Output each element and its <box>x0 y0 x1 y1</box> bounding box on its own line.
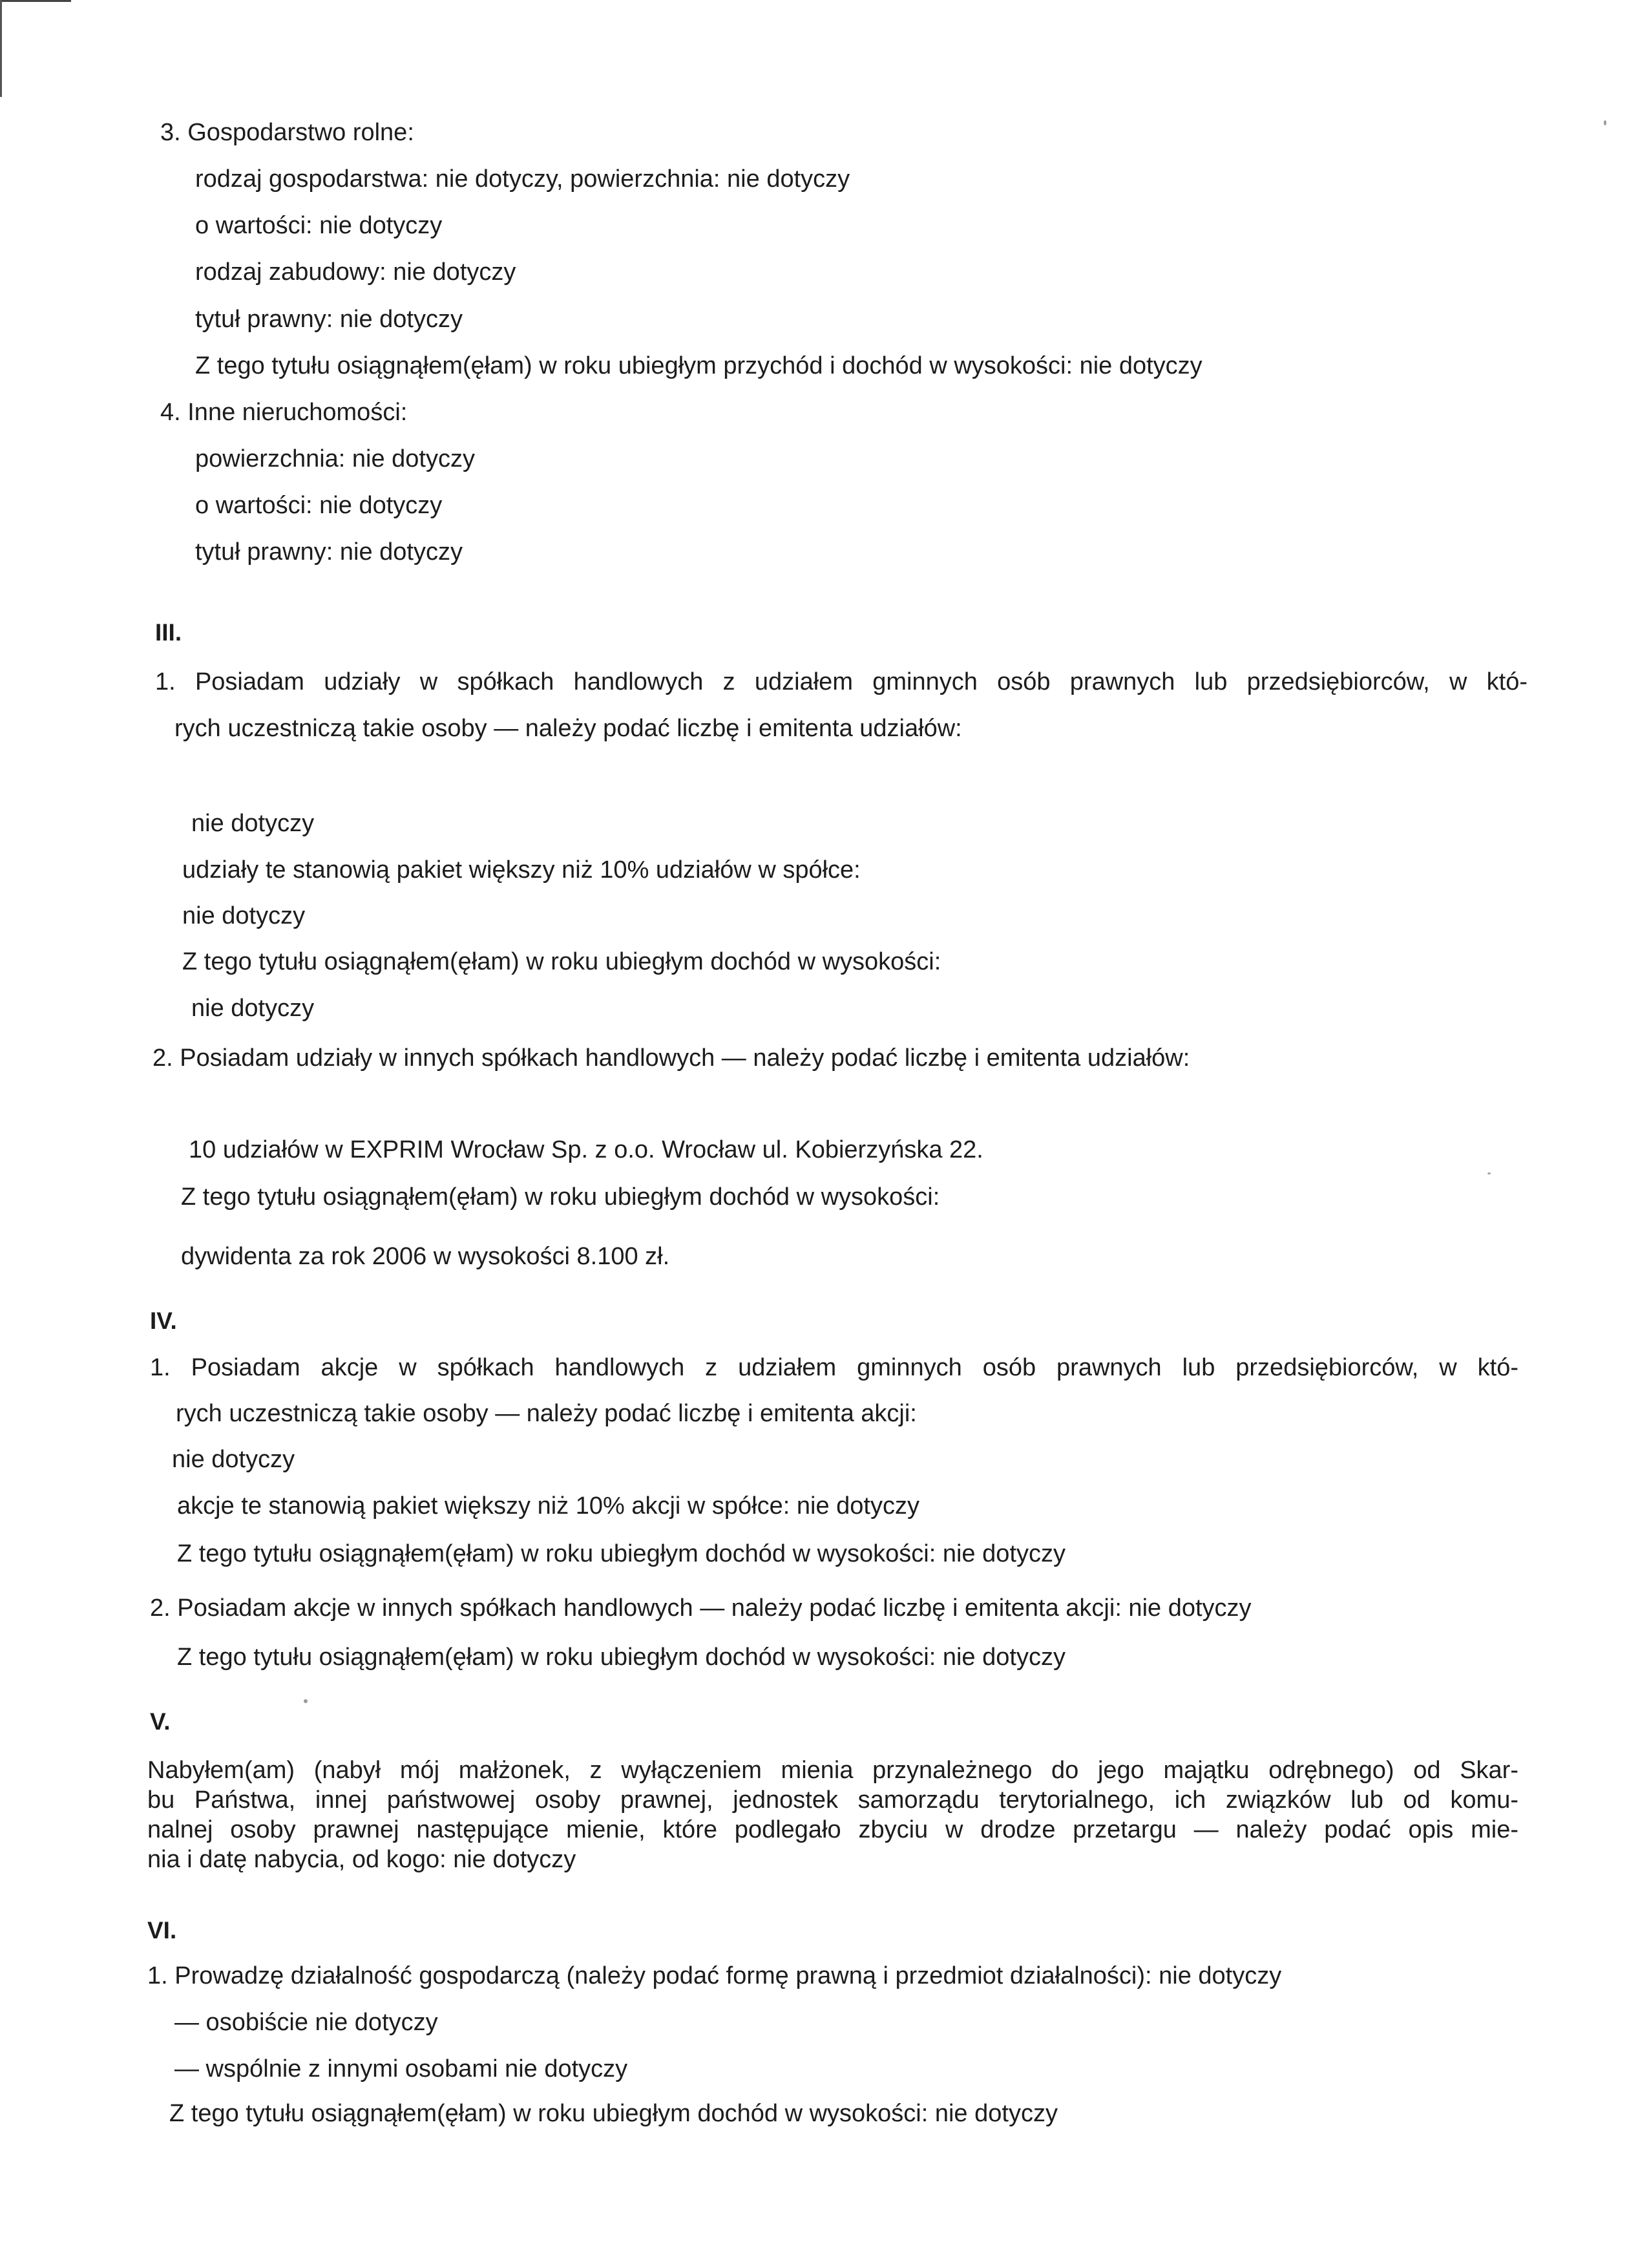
farm-buildings-line: rodzaj zabudowy: nie dotyczy <box>195 259 516 286</box>
business-income-line: Z tego tytułu osiągnąłem(ęłam) w roku ubiegłym dochód w wysokości: nie dotyczy <box>169 2100 1058 2127</box>
shares-municipal-income-line: Z tego tytułu osiągnąłem(ęłam) w roku ubiegłym dochód w wysokości: <box>182 948 941 975</box>
shares-other-line: 2. Posiadam udziały w innych spółkach handlowych — należy podać liczbę i emitenta udziałów: <box>152 1044 1190 1072</box>
scan-speck <box>1487 1172 1491 1174</box>
farm-value-line: o wartości: nie dotyczy <box>195 212 443 239</box>
stocks-other-income-line: Z tego tytułu osiągnąłem(ęłam) w roku ubiegłym dochód w wysokości: nie dotyczy <box>177 1644 1066 1671</box>
acquired-property-line-4: nia i datę nabycia, od kogo: nie dotyczy <box>147 1846 576 1873</box>
stocks-municipal-line-1: 1. Posiadam akcje w spółkach handlowych z udziałem gminnych osób prawnych lub przedsiębiorców, w któ- <box>150 1354 1518 1381</box>
shares-package-answer: nie dotyczy <box>182 902 306 929</box>
shares-other-income-line: Z tego tytułu osiągnąłem(ęłam) w roku ubiegłym dochód w wysokości: <box>181 1183 940 1211</box>
stocks-municipal-income-line: Z tego tytułu osiągnąłem(ęłam) w roku ubiegłym dochód w wysokości: nie dotyczy <box>177 1540 1066 1567</box>
other-property-title: 4. Inne nieruchomości: <box>160 399 408 426</box>
scan-speck <box>1604 120 1606 125</box>
section-6-heading: VI. <box>147 1917 177 1944</box>
scan-edge-top <box>0 0 71 2</box>
farm-title-line: tytuł prawny: nie dotyczy <box>195 306 463 333</box>
acquired-property-paragraph <box>147 1755 1518 1874</box>
other-property-title-line: tytuł prawny: nie dotyczy <box>195 538 463 566</box>
shares-municipal-line-2: rych uczestniczą takie osoby — należy podać liczbę i emitenta udziałów: <box>174 715 962 742</box>
stocks-municipal-line-2: rych uczestniczą takie osoby — należy podać liczbę i emitenta akcji: <box>176 1400 917 1427</box>
stocks-municipal-paragraph <box>150 1353 1518 1383</box>
stocks-other-line: 2. Posiadam akcje w innych spółkach handlowych — należy podać liczbę i emitenta akcji: nie dotyczy <box>150 1595 1252 1622</box>
acquired-property-line-1: Nabyłem(am) (nabył mój małżonek, z wyłączeniem mienia przynależnego do jego majątku odrębnego) od Skar- <box>147 1757 1518 1784</box>
shares-municipal-answer: nie dotyczy <box>191 810 315 837</box>
shares-other-answer: 10 udziałów w EXPRIM Wrocław Sp. z o.o. Wrocław ul. Kobierzyńska 22. <box>189 1136 983 1163</box>
section-3-heading: III. <box>155 619 182 646</box>
stocks-municipal-answer: nie dotyczy <box>172 1446 295 1473</box>
other-property-area-line: powierzchnia: nie dotyczy <box>195 445 475 472</box>
stocks-package-line: akcje te stanowią pakiet większy niż 10% akcji w spółce: nie dotyczy <box>177 1492 919 1520</box>
business-joint-line: — wspólnie z innymi osobami nie dotyczy <box>174 2055 628 2083</box>
scan-edge-left <box>0 0 2 97</box>
section-4-heading: IV. <box>150 1308 177 1334</box>
section-5-heading: V. <box>150 1708 171 1735</box>
shares-municipal-income-answer: nie dotyczy <box>191 995 315 1022</box>
shares-municipal-line-1: 1. Posiadam udziały w spółkach handlowych z udziałem gminnych osób prawnych lub przedsiębiorców, w któ- <box>155 668 1528 695</box>
acquired-property-line-3: nalnej osoby prawnej następujące mienie, które podlegało zbyciu w drodze przetargu — należy podać opis mie- <box>147 1816 1518 1843</box>
scan-speck <box>304 1699 308 1703</box>
farm-income-line: Z tego tytułu osiągnąłem(ęłam) w roku ubiegłym przychód i dochód w wysokości: nie dotyczy <box>195 352 1203 379</box>
farm-item-title: 3. Gospodarstwo rolne: <box>160 119 414 146</box>
farm-type-line: rodzaj gospodarstwa: nie dotyczy, powierzchnia: nie dotyczy <box>195 165 850 193</box>
shares-municipal-paragraph <box>155 667 1528 697</box>
acquired-property-line-2: bu Państwa, innej państwowej osoby prawnej, jednostek samorządu terytorialnego, ich związków lub od komu- <box>147 1786 1518 1814</box>
shares-package-line: udziały te stanowią pakiet większy niż 10% udziałów w spółce: <box>182 856 861 884</box>
business-personal-line: — osobiście nie dotyczy <box>174 2009 438 2036</box>
other-property-value-line: o wartości: nie dotyczy <box>195 492 443 519</box>
business-activity-line: 1. Prowadzę działalność gospodarczą (należy podać formę prawną i przedmiot działalności): nie dotyczy <box>147 1962 1282 1989</box>
shares-other-income-answer: dywidenta za rok 2006 w wysokości 8.100 zł. <box>181 1243 670 1270</box>
